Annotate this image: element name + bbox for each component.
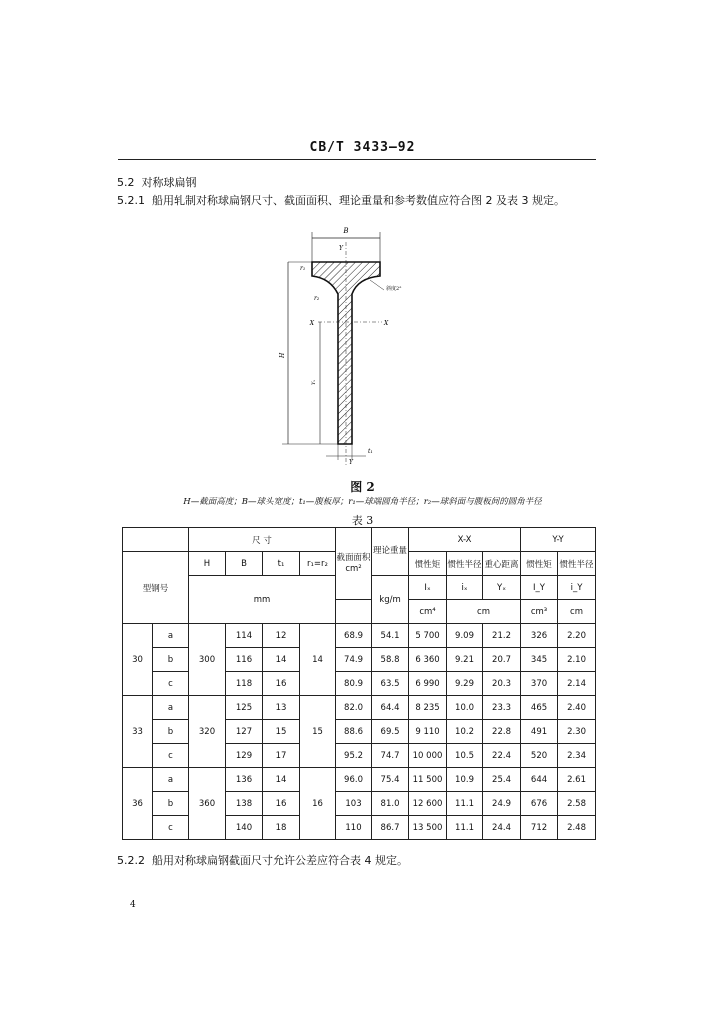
header-B: B <box>226 552 263 576</box>
cell-ix: 10.5 <box>447 744 483 768</box>
cell-subtype: c <box>153 672 189 696</box>
header-Ix: Iₓ <box>409 576 447 600</box>
cell-B: 129 <box>226 744 263 768</box>
cell-iy: 2.48 <box>558 816 596 840</box>
table-body <box>123 624 596 840</box>
cell-t1: 14 <box>263 768 300 792</box>
header-weight: 理论重量 <box>372 528 409 576</box>
table-row <box>123 768 596 792</box>
cell-Yc: 20.7 <box>483 648 521 672</box>
specification-table <box>122 527 596 840</box>
cell-B: 118 <box>226 672 263 696</box>
bulb-flat-cross-section-figure <box>270 220 440 470</box>
header-area-unit: cm² <box>345 563 362 574</box>
cell-ix: 11.1 <box>447 792 483 816</box>
cell-r: 14 <box>300 624 336 696</box>
cell-B: 136 <box>226 768 263 792</box>
cell-Ix: 12 600 <box>409 792 447 816</box>
cell-Ix: 10 000 <box>409 744 447 768</box>
cell-Ix: 13 500 <box>409 816 447 840</box>
cell-ix: 9.29 <box>447 672 483 696</box>
cell-area: 74.9 <box>336 648 372 672</box>
cell-ix: 9.09 <box>447 624 483 648</box>
cell-Yc: 21.2 <box>483 624 521 648</box>
cell-weight: 64.4 <box>372 696 409 720</box>
cell-subtype: c <box>153 744 189 768</box>
cell-Yc: 25.4 <box>483 768 521 792</box>
cell-B: 125 <box>226 696 263 720</box>
cell-Ix: 8 235 <box>409 696 447 720</box>
header-ix: iₓ <box>447 576 483 600</box>
cell-area: 88.6 <box>336 720 372 744</box>
section-number: 5.2.1 <box>117 194 145 207</box>
cell-weight: 81.0 <box>372 792 409 816</box>
header-H: H <box>189 552 226 576</box>
label-Y-top: Y <box>339 245 343 252</box>
unit-cm-x: cm <box>447 600 521 624</box>
header-Yc: Yₓ <box>483 576 521 600</box>
label-X-right: X <box>384 320 389 327</box>
cell-ix: 10.0 <box>447 696 483 720</box>
header-r: r₁=r₂ <box>300 552 336 576</box>
cell-Iy: 712 <box>521 816 558 840</box>
blank-unit-cell <box>336 600 372 624</box>
cell-Yc: 24.9 <box>483 792 521 816</box>
cell-subtype: c <box>153 816 189 840</box>
figure-legend: H—截面高度；B—球头宽度；t₁—腹板厚；r₁—球端圆角半径；r₂—球斜面与腹板间的圆角半径 <box>183 497 542 507</box>
cell-t1: 14 <box>263 648 300 672</box>
cell-model: 33 <box>123 696 153 768</box>
cell-weight: 54.1 <box>372 624 409 648</box>
cell-area: 80.9 <box>336 672 372 696</box>
cell-Yc: 22.8 <box>483 720 521 744</box>
cell-subtype: a <box>153 696 189 720</box>
header-moment-x: 惯性矩 <box>409 552 447 576</box>
label-Yx: Yₓ <box>311 379 317 385</box>
unit-cm4-x: cm⁴ <box>409 600 447 624</box>
label-slope: 斜度2° <box>386 286 402 292</box>
cell-t1: 13 <box>263 696 300 720</box>
section-5-2 <box>117 174 197 190</box>
cell-model: 30 <box>123 624 153 696</box>
cell-Yc: 23.3 <box>483 696 521 720</box>
header-dimensions: 尺 寸 <box>189 528 336 552</box>
header-model: 型钢号 <box>123 552 189 624</box>
cell-r: 15 <box>300 696 336 768</box>
header-weight-unit: kg/m <box>372 576 409 624</box>
cell-Ix: 6 360 <box>409 648 447 672</box>
table-row <box>123 624 596 648</box>
cell-Ix: 9 110 <box>409 720 447 744</box>
unit-cm3-y: cm³ <box>521 600 558 624</box>
cell-Iy: 345 <box>521 648 558 672</box>
cell-H: 360 <box>189 768 226 840</box>
cell-Ix: 5 700 <box>409 624 447 648</box>
cell-area: 110 <box>336 816 372 840</box>
cell-t1: 15 <box>263 720 300 744</box>
table-row <box>123 696 596 720</box>
cell-Yc: 24.4 <box>483 816 521 840</box>
cell-ix: 11.1 <box>447 816 483 840</box>
header-t1: t₁ <box>263 552 300 576</box>
figure-caption: 图 2 <box>350 480 375 494</box>
cell-Yc: 22.4 <box>483 744 521 768</box>
cell-B: 114 <box>226 624 263 648</box>
section-number: 5.2.2 <box>117 854 145 867</box>
section-5-2-1 <box>117 192 565 208</box>
cell-H: 320 <box>189 696 226 768</box>
label-r2: r₂ <box>314 295 320 302</box>
cell-t1: 16 <box>263 672 300 696</box>
cell-H: 300 <box>189 624 226 696</box>
label-r1: r₁ <box>300 265 306 272</box>
header-iy: i_Y <box>558 576 596 600</box>
cell-model: 36 <box>123 768 153 840</box>
label-H: H <box>279 352 286 358</box>
cell-subtype: b <box>153 720 189 744</box>
cell-ix: 10.9 <box>447 768 483 792</box>
label-X-left: X <box>309 320 314 327</box>
cell-iy: 2.14 <box>558 672 596 696</box>
header-divider <box>118 159 596 160</box>
cell-iy: 2.58 <box>558 792 596 816</box>
cell-weight: 86.7 <box>372 816 409 840</box>
header-yy: Y-Y <box>521 528 596 552</box>
header-area-label: 截面面积 <box>336 552 371 563</box>
cell-weight: 69.5 <box>372 720 409 744</box>
cell-iy: 2.40 <box>558 696 596 720</box>
cell-B: 116 <box>226 648 263 672</box>
cell-subtype: a <box>153 768 189 792</box>
cell-area: 96.0 <box>336 768 372 792</box>
header-radius-y: 惯性半径 <box>558 552 596 576</box>
cell-weight: 74.7 <box>372 744 409 768</box>
cell-area: 68.9 <box>336 624 372 648</box>
header-centroid: 重心距离 <box>483 552 521 576</box>
cell-t1: 12 <box>263 624 300 648</box>
bulb-flat-profile <box>312 262 380 444</box>
cell-iy: 2.20 <box>558 624 596 648</box>
cell-area: 103 <box>336 792 372 816</box>
cell-ix: 10.2 <box>447 720 483 744</box>
cell-r: 16 <box>300 768 336 840</box>
page-number: 4 <box>130 900 136 910</box>
cell-Yc: 20.3 <box>483 672 521 696</box>
cell-Iy: 326 <box>521 624 558 648</box>
cell-Ix: 6 990 <box>409 672 447 696</box>
cell-Iy: 491 <box>521 720 558 744</box>
section-text: 船用轧制对称球扁钢尺寸、截面面积、理论重量和参考数值应符合图 2 及表 3 规定。 <box>152 194 565 207</box>
section-title: 对称球扁钢 <box>141 176 197 189</box>
label-B: B <box>343 227 349 235</box>
section-5-2-2 <box>117 852 408 868</box>
cell-iy: 2.34 <box>558 744 596 768</box>
cell-iy: 2.10 <box>558 648 596 672</box>
cell-t1: 16 <box>263 792 300 816</box>
cell-Iy: 520 <box>521 744 558 768</box>
cell-Iy: 676 <box>521 792 558 816</box>
cell-Ix: 11 500 <box>409 768 447 792</box>
cell-weight: 63.5 <box>372 672 409 696</box>
table-caption: 表 3 <box>351 514 374 527</box>
header-area <box>336 528 372 600</box>
header-moment-y: 惯性矩 <box>521 552 558 576</box>
cell-iy: 2.61 <box>558 768 596 792</box>
cell-B: 140 <box>226 816 263 840</box>
cell-Iy: 644 <box>521 768 558 792</box>
cell-t1: 18 <box>263 816 300 840</box>
blank-header-cell <box>123 528 189 552</box>
label-Y-bottom: Y <box>349 459 353 466</box>
cell-subtype: a <box>153 624 189 648</box>
cell-subtype: b <box>153 648 189 672</box>
cell-weight: 75.4 <box>372 768 409 792</box>
section-number: 5.2 <box>117 176 135 189</box>
cell-B: 127 <box>226 720 263 744</box>
cell-weight: 58.8 <box>372 648 409 672</box>
document-header: CB/T 3433—92 <box>309 140 416 155</box>
header-radius-x: 惯性半径 <box>447 552 483 576</box>
section-text: 船用对称球扁钢截面尺寸允许公差应符合表 4 规定。 <box>152 854 408 867</box>
cell-iy: 2.30 <box>558 720 596 744</box>
cell-Iy: 465 <box>521 696 558 720</box>
cell-t1: 17 <box>263 744 300 768</box>
label-t1: t₁ <box>368 448 373 455</box>
cell-area: 95.2 <box>336 744 372 768</box>
cell-ix: 9.21 <box>447 648 483 672</box>
unit-cm-y: cm <box>558 600 596 624</box>
header-mm: mm <box>189 576 336 624</box>
cell-subtype: b <box>153 792 189 816</box>
header-Iy: I_Y <box>521 576 558 600</box>
header-xx: X-X <box>409 528 521 552</box>
cell-area: 82.0 <box>336 696 372 720</box>
cell-B: 138 <box>226 792 263 816</box>
cell-Iy: 370 <box>521 672 558 696</box>
